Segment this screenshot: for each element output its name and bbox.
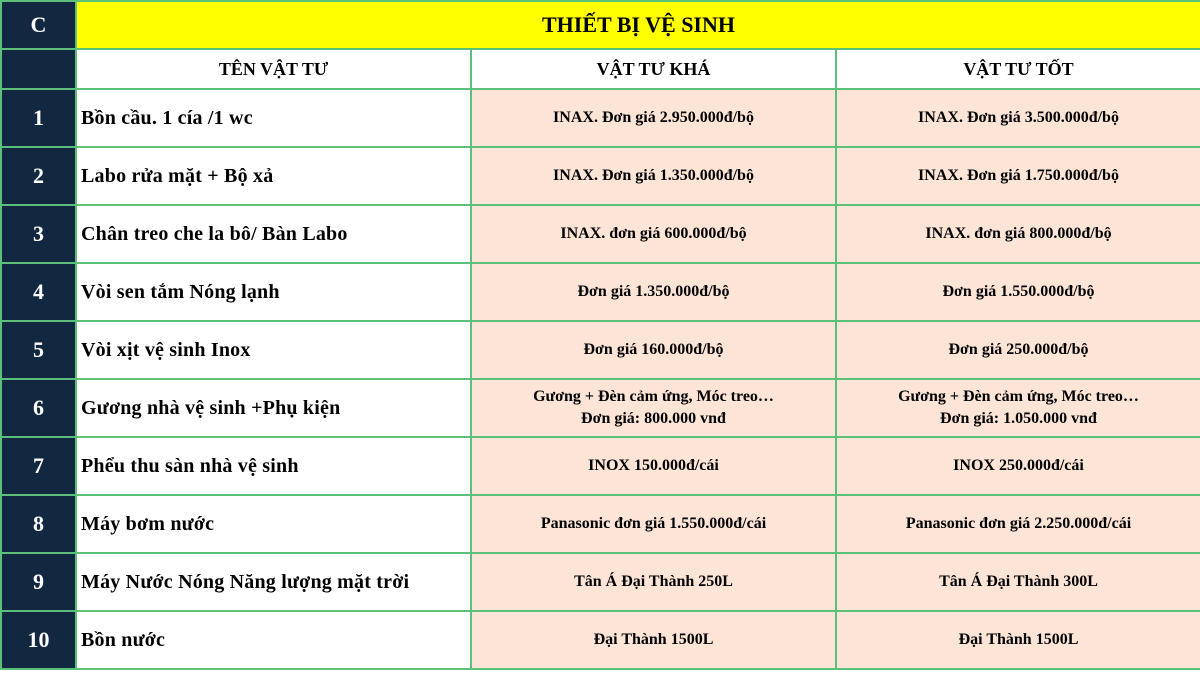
cell-text-line: INAX. Đơn giá 3.500.000đ/bộ bbox=[918, 109, 1119, 126]
cell-text-line: Panasonic đơn giá 1.550.000đ/cái bbox=[540, 515, 767, 532]
fair-material-cell[interactable] bbox=[471, 89, 836, 147]
fair-material-cell[interactable] bbox=[471, 321, 836, 379]
section-title[interactable]: THIẾT BỊ VỆ SINH bbox=[76, 1, 1200, 49]
fair-material-cell[interactable] bbox=[471, 553, 836, 611]
material-name-cell[interactable]: Labo rửa mặt + Bộ xả bbox=[76, 147, 471, 205]
table-row bbox=[1, 495, 1200, 553]
cell-text-line: INOX 250.000đ/cái bbox=[953, 457, 1084, 474]
material-name-cell[interactable]: Vòi sen tắm Nóng lạnh bbox=[76, 263, 471, 321]
table-row bbox=[1, 205, 1200, 263]
table-row bbox=[1, 321, 1200, 379]
material-name-cell[interactable]: Máy Nước Nóng Năng lượng mặt trời bbox=[76, 553, 471, 611]
header-fair-material[interactable]: VẬT TƯ KHÁ bbox=[471, 49, 836, 89]
cell-text-line: Đơn giá: 800.000 vnđ bbox=[581, 410, 726, 427]
good-material-cell[interactable] bbox=[836, 89, 1200, 147]
fair-material-cell[interactable] bbox=[471, 205, 836, 263]
cell-text-line: Đơn giá 250.000đ/bộ bbox=[948, 341, 1089, 358]
row-number-cell[interactable]: 10 bbox=[1, 611, 76, 669]
cell-text-line: Gương + Đèn cảm ứng, Móc treo… bbox=[898, 388, 1139, 405]
material-name-cell[interactable]: Vòi xịt vệ sinh Inox bbox=[76, 321, 471, 379]
good-material-cell[interactable] bbox=[836, 379, 1200, 437]
header-good-material[interactable]: VẬT TƯ TỐT bbox=[836, 49, 1200, 89]
cell-text-line: Gương + Đèn cảm ứng, Móc treo… bbox=[533, 388, 774, 405]
row-number-cell[interactable]: 8 bbox=[1, 495, 76, 553]
header-material-name[interactable]: TÊN VẬT TƯ bbox=[76, 49, 471, 89]
row-number-cell[interactable]: 9 bbox=[1, 553, 76, 611]
cell-text-line: Đại Thành 1500L bbox=[958, 631, 1079, 648]
material-name-cell[interactable]: Bồn nước bbox=[76, 611, 471, 669]
material-name-cell[interactable]: Bồn cầu. 1 cía /1 wc bbox=[76, 89, 471, 147]
header-row bbox=[1, 49, 1200, 89]
table-row bbox=[1, 553, 1200, 611]
cell-text-line: Đại Thành 1500L bbox=[593, 631, 714, 648]
material-name-cell[interactable]: Phểu thu sàn nhà vệ sinh bbox=[76, 437, 471, 495]
cell-text-line: Tân Á Đại Thành 250L bbox=[574, 573, 733, 590]
fair-material-cell[interactable] bbox=[471, 611, 836, 669]
material-name-cell[interactable]: Gương nhà vệ sinh +Phụ kiện bbox=[76, 379, 471, 437]
table-row bbox=[1, 379, 1200, 437]
cell-text-line: Tân Á Đại Thành 300L bbox=[939, 573, 1098, 590]
row-number-cell[interactable]: 4 bbox=[1, 263, 76, 321]
fair-material-cell[interactable] bbox=[471, 263, 836, 321]
row-number-cell[interactable]: 3 bbox=[1, 205, 76, 263]
row-number-cell[interactable]: 6 bbox=[1, 379, 76, 437]
good-material-cell[interactable] bbox=[836, 321, 1200, 379]
row-number-cell[interactable]: 5 bbox=[1, 321, 76, 379]
cell-text-line: INAX. đơn giá 800.000đ/bộ bbox=[925, 225, 1112, 242]
good-material-cell[interactable] bbox=[836, 611, 1200, 669]
row-number-cell[interactable]: 1 bbox=[1, 89, 76, 147]
good-material-cell[interactable] bbox=[836, 553, 1200, 611]
cell-text-line: Đơn giá 1.550.000đ/bộ bbox=[942, 283, 1095, 300]
material-name-cell[interactable]: Chân treo che la bô/ Bàn Labo bbox=[76, 205, 471, 263]
row-number-cell[interactable]: 2 bbox=[1, 147, 76, 205]
fair-material-cell[interactable] bbox=[471, 379, 836, 437]
cell-text-line: INAX. Đơn giá 2.950.000đ/bộ bbox=[553, 109, 754, 126]
good-material-cell[interactable] bbox=[836, 205, 1200, 263]
fair-material-cell[interactable] bbox=[471, 437, 836, 495]
table-row bbox=[1, 263, 1200, 321]
table-row bbox=[1, 611, 1200, 669]
title-row bbox=[1, 1, 1200, 49]
table-row bbox=[1, 437, 1200, 495]
good-material-cell[interactable] bbox=[836, 437, 1200, 495]
header-number-cell[interactable] bbox=[1, 49, 76, 89]
cell-text-line: Đơn giá 160.000đ/bộ bbox=[583, 341, 724, 358]
cell-text-line: Panasonic đơn giá 2.250.000đ/cái bbox=[905, 515, 1132, 532]
good-material-cell[interactable] bbox=[836, 147, 1200, 205]
cell-text-line: Đơn giá: 1.050.000 vnđ bbox=[940, 410, 1097, 427]
cell-text-line: INAX. Đơn giá 1.350.000đ/bộ bbox=[553, 167, 754, 184]
cell-text-line: INAX. đơn giá 600.000đ/bộ bbox=[560, 225, 747, 242]
table-row bbox=[1, 89, 1200, 147]
good-material-cell[interactable] bbox=[836, 495, 1200, 553]
fair-material-cell[interactable] bbox=[471, 147, 836, 205]
cell-text-line: INAX. Đơn giá 1.750.000đ/bộ bbox=[918, 167, 1119, 184]
table-row bbox=[1, 147, 1200, 205]
cell-text-line: Đơn giá 1.350.000đ/bộ bbox=[577, 283, 730, 300]
good-material-cell[interactable] bbox=[836, 263, 1200, 321]
cell-text-line: INOX 150.000đ/cái bbox=[588, 457, 719, 474]
section-code[interactable]: C bbox=[1, 1, 76, 49]
material-name-cell[interactable]: Máy bơm nước bbox=[76, 495, 471, 553]
fair-material-cell[interactable] bbox=[471, 495, 836, 553]
row-number-cell[interactable]: 7 bbox=[1, 437, 76, 495]
